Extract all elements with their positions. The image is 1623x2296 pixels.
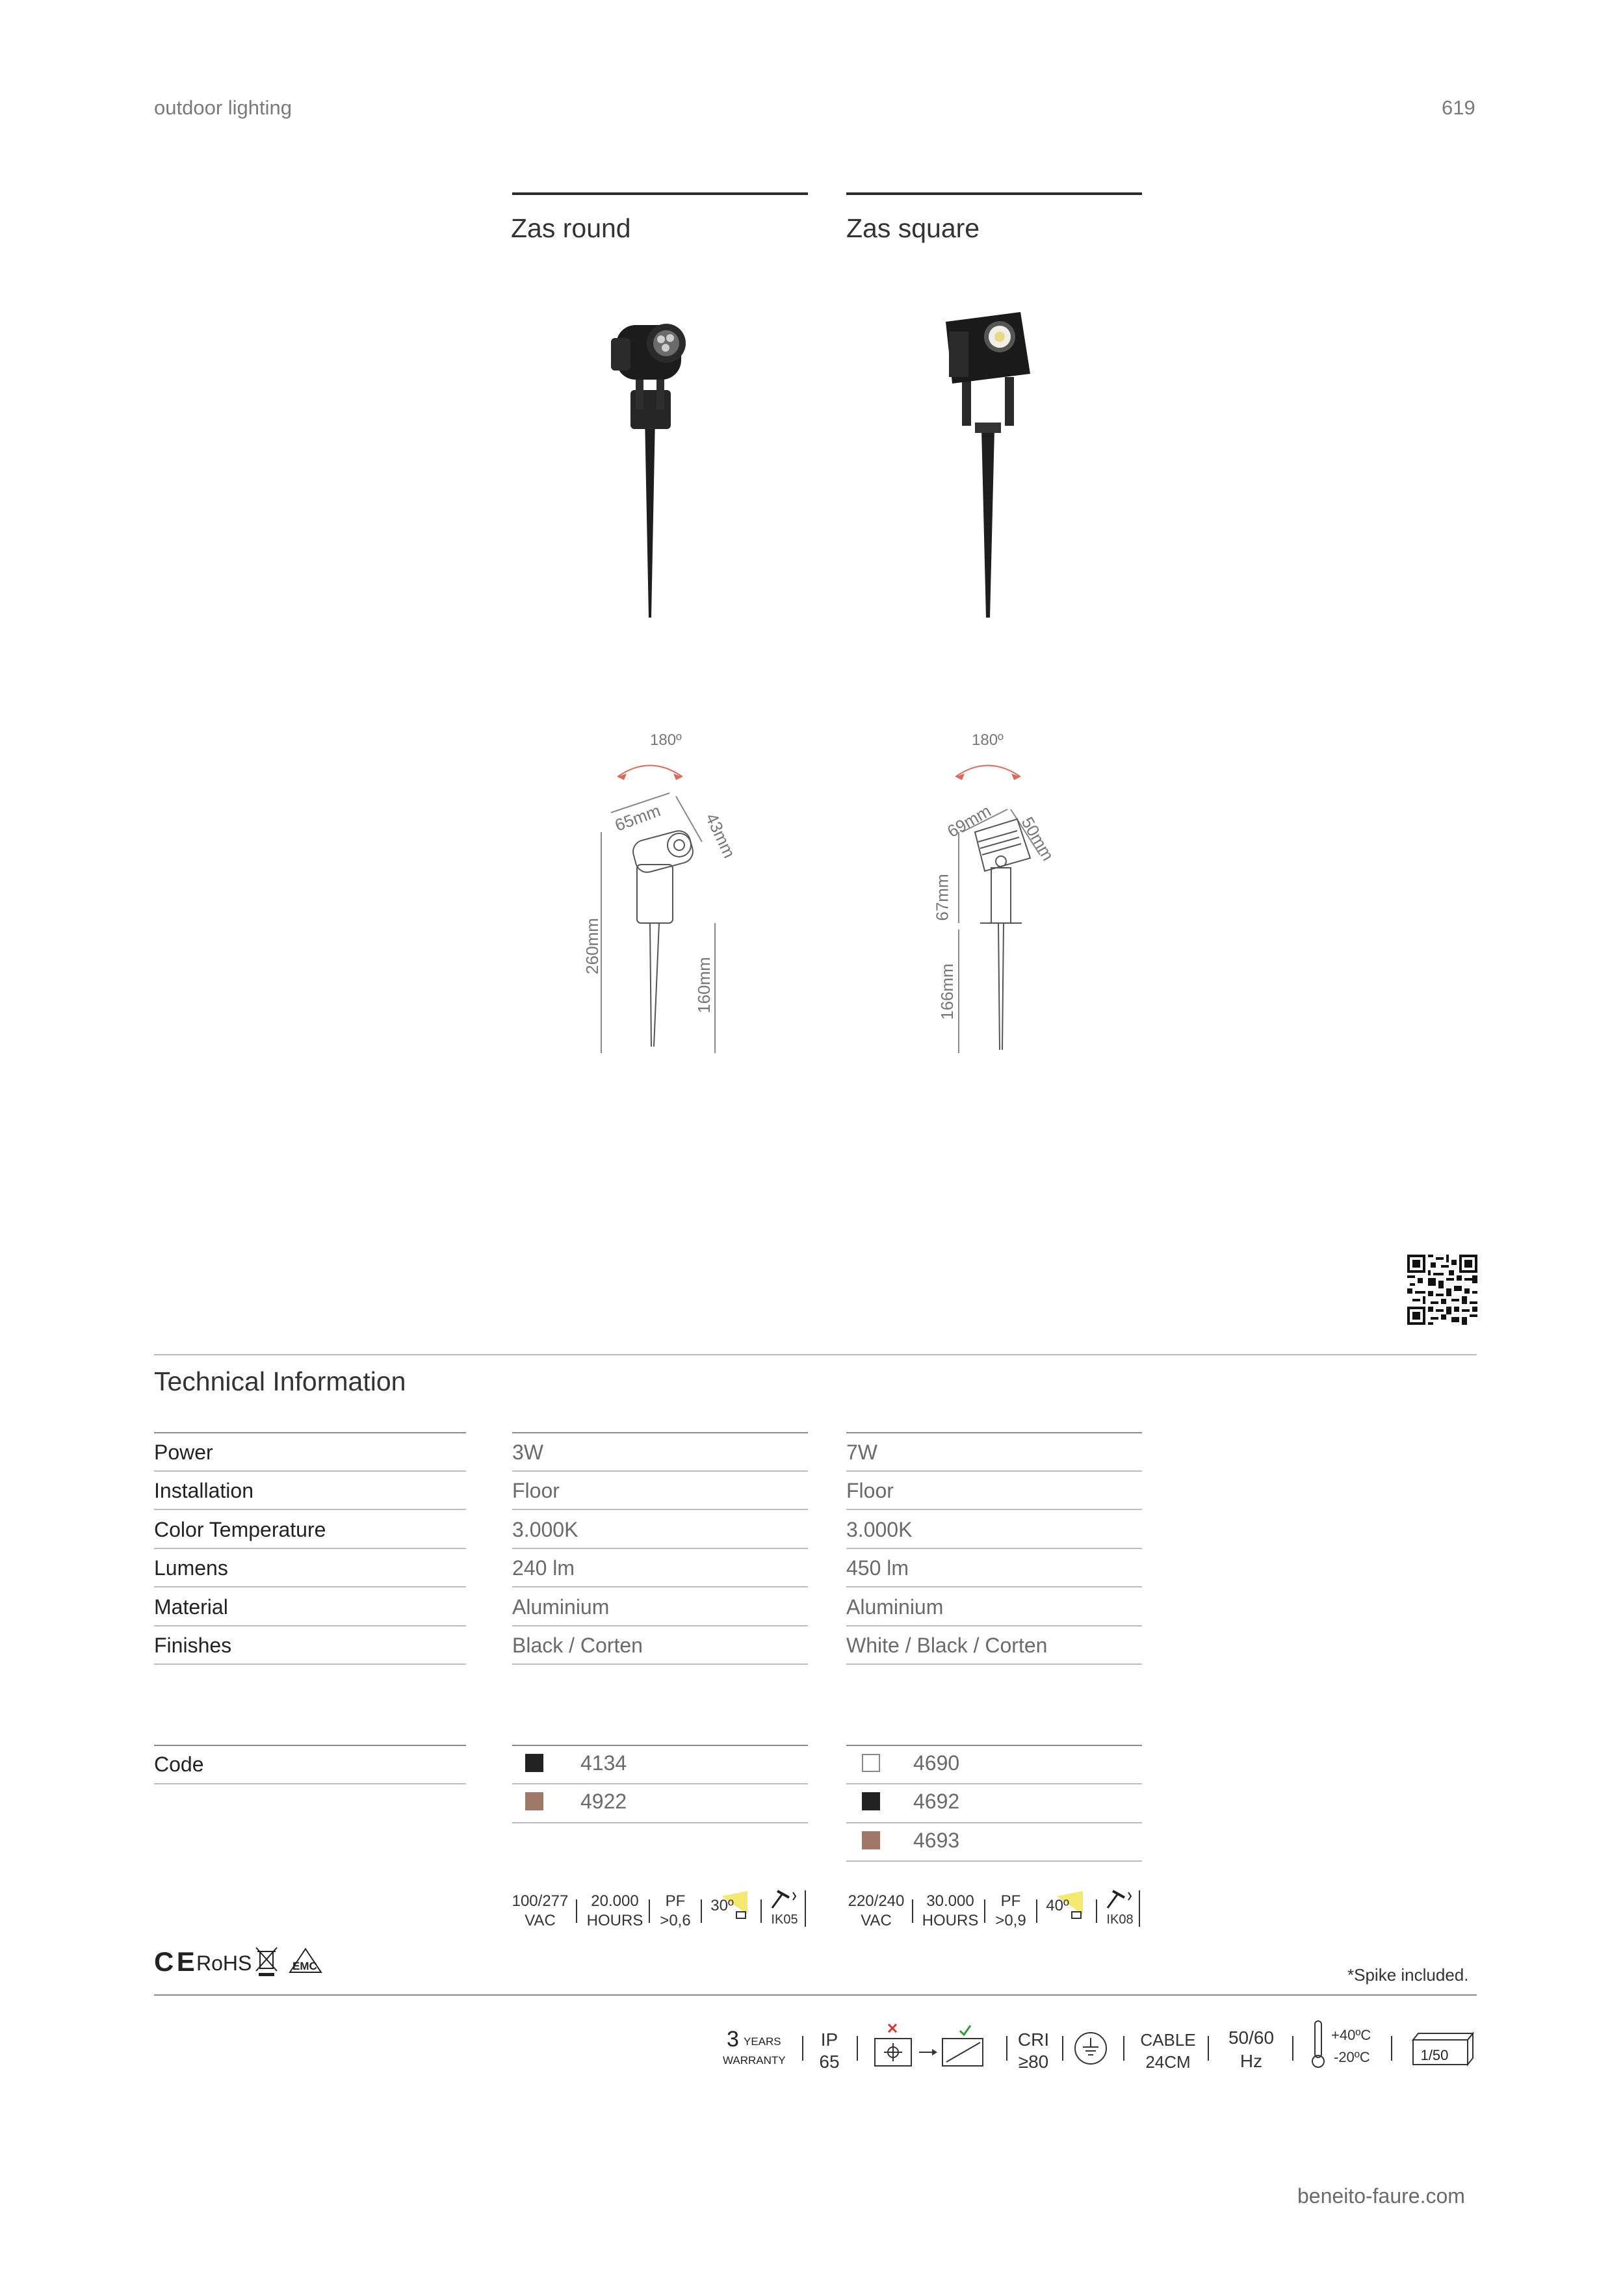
qr-code[interactable] bbox=[1407, 1255, 1477, 1325]
beam-angle-square: 40º bbox=[1046, 1897, 1069, 1914]
spec-separator bbox=[912, 1899, 913, 1923]
value-power-round: 3W bbox=[512, 1441, 543, 1464]
ip-rating: IP 65 bbox=[819, 2029, 840, 2072]
label-material: Material bbox=[154, 1595, 228, 1619]
weee-bin-icon bbox=[253, 1945, 279, 1977]
label-color-temperature: Color Temperature bbox=[154, 1518, 326, 1541]
thermometer-icon bbox=[1308, 2018, 1327, 2070]
finish-swatch-white bbox=[862, 1754, 880, 1772]
zas-round-drawing bbox=[572, 748, 767, 1060]
cri-rating: CRI ≥80 bbox=[1017, 2029, 1050, 2072]
value-lumens-square: 450 lm bbox=[846, 1556, 909, 1580]
spec-separator bbox=[805, 1890, 806, 1927]
spec-separator bbox=[984, 1899, 985, 1923]
spec-separator bbox=[857, 2036, 858, 2061]
beam-angle-round: 30º bbox=[710, 1897, 734, 1914]
zas-round-photo bbox=[585, 299, 715, 637]
row-divider bbox=[512, 1625, 808, 1626]
row-divider bbox=[846, 1783, 1142, 1784]
row-divider bbox=[846, 1432, 1142, 1433]
spec-separator bbox=[802, 2036, 803, 2061]
row-divider bbox=[154, 1625, 466, 1626]
dim-spike-height-round: 160mm bbox=[694, 957, 714, 1013]
impact-hammer-icon bbox=[1102, 1888, 1135, 1912]
spec-separator bbox=[1292, 2036, 1293, 2061]
row-divider bbox=[512, 1663, 808, 1665]
voltage-spec-square: 220/240 VAC bbox=[848, 1892, 905, 1929]
pf-spec-square: PF >0,9 bbox=[995, 1892, 1026, 1929]
spec-separator bbox=[1006, 2036, 1007, 2061]
row-divider bbox=[846, 1625, 1142, 1626]
row-divider bbox=[846, 1822, 1142, 1823]
label-finishes: Finishes bbox=[154, 1634, 232, 1657]
row-divider bbox=[154, 1586, 466, 1587]
pf-spec-round: PF >0,6 bbox=[660, 1892, 691, 1929]
section-title: outdoor lighting bbox=[154, 96, 292, 119]
cable-length: CABLE 24CM bbox=[1140, 2030, 1196, 2072]
spec-separator bbox=[649, 1899, 650, 1923]
dim-head-height-square: 67mm bbox=[932, 874, 952, 921]
hours-spec-round: 20.000 HOURS bbox=[586, 1892, 643, 1929]
row-divider bbox=[154, 1745, 466, 1746]
row-divider bbox=[512, 1822, 808, 1823]
warranty-years: 3 bbox=[727, 2027, 739, 2052]
row-divider bbox=[846, 1548, 1142, 1549]
code-round-corten: 4922 bbox=[580, 1790, 627, 1813]
code-square-black: 4692 bbox=[913, 1790, 960, 1813]
label-installation: Installation bbox=[154, 1479, 253, 1502]
spec-separator bbox=[1096, 1899, 1097, 1923]
spec-separator bbox=[1062, 2036, 1063, 2061]
row-divider bbox=[154, 1470, 466, 1472]
earth-ground-icon bbox=[1072, 2030, 1109, 2067]
product-name-round: Zas round bbox=[511, 213, 631, 243]
finish-swatch-corten bbox=[862, 1831, 880, 1849]
row-divider bbox=[846, 1470, 1142, 1472]
website-link[interactable]: beneito-faure.com bbox=[1297, 2184, 1465, 2208]
value-power-square: 7W bbox=[846, 1441, 877, 1464]
spec-separator bbox=[760, 1899, 762, 1923]
dim-spike-height-square: 166mm bbox=[937, 963, 957, 1020]
row-divider bbox=[512, 1745, 808, 1746]
temp-min: -20ºC bbox=[1334, 2049, 1370, 2065]
page-number: 619 bbox=[1442, 96, 1475, 119]
zas-square-photo bbox=[923, 299, 1053, 637]
spec-separator bbox=[1139, 1890, 1140, 1927]
product-name-square: Zas square bbox=[846, 213, 980, 243]
row-divider bbox=[846, 1860, 1142, 1862]
dim-head-width-square: 69mm bbox=[944, 801, 994, 842]
value-material-round: Aluminium bbox=[512, 1595, 610, 1619]
ik-rating-round: IK05 bbox=[771, 1912, 798, 1927]
row-divider bbox=[154, 1548, 466, 1549]
row-divider bbox=[846, 1509, 1142, 1510]
row-divider bbox=[512, 1586, 808, 1587]
impact-hammer-icon bbox=[767, 1888, 799, 1912]
hours-spec-square: 30.000 HOURS bbox=[922, 1892, 979, 1929]
finish-swatch-corten bbox=[525, 1792, 543, 1810]
row-divider bbox=[512, 1470, 808, 1472]
value-color-temperature-square: 3.000K bbox=[846, 1518, 913, 1541]
value-lumens-round: 240 lm bbox=[512, 1556, 575, 1580]
tech-info-title: Technical Information bbox=[154, 1366, 406, 1396]
finish-swatch-black bbox=[525, 1754, 543, 1772]
dim-head-depth-round: 43mm bbox=[701, 810, 740, 861]
spec-separator bbox=[576, 1899, 577, 1923]
ik-rating-square: IK08 bbox=[1106, 1912, 1134, 1927]
frequency-spec: 50/60 Hz bbox=[1228, 2028, 1275, 2071]
rotation-label-round: 180º bbox=[650, 731, 682, 749]
row-divider bbox=[154, 1783, 466, 1784]
row-divider bbox=[846, 1663, 1142, 1665]
label-power: Power bbox=[154, 1441, 213, 1464]
label-lumens: Lumens bbox=[154, 1556, 228, 1580]
warranty-years-label: YEARS bbox=[744, 2035, 781, 2048]
code-round-black: 4134 bbox=[580, 1751, 627, 1775]
row-divider bbox=[154, 1432, 466, 1433]
temp-max: +40ºC bbox=[1331, 2027, 1371, 2043]
packaging-qty: 1/50 bbox=[1420, 2047, 1449, 2063]
value-color-temperature-round: 3.000K bbox=[512, 1518, 578, 1541]
rotation-label-square: 180º bbox=[972, 731, 1004, 749]
row-divider bbox=[512, 1548, 808, 1549]
row-divider bbox=[154, 1663, 466, 1665]
spec-separator bbox=[1123, 2036, 1124, 2061]
row-divider bbox=[846, 1745, 1142, 1746]
rohs-mark: RoHS bbox=[196, 1951, 252, 1975]
voltage-spec-round: 100/277 VAC bbox=[512, 1892, 569, 1929]
code-square-corten: 4693 bbox=[913, 1829, 960, 1852]
section-divider bbox=[154, 1354, 1477, 1355]
value-installation-square: Floor bbox=[846, 1479, 894, 1502]
spec-separator bbox=[1391, 2036, 1392, 2061]
emc-mark: EMC bbox=[292, 1960, 317, 1972]
row-divider bbox=[512, 1432, 808, 1433]
row-divider bbox=[512, 1783, 808, 1784]
code-square-white: 4690 bbox=[913, 1751, 960, 1775]
value-finishes-square: White / Black / Corten bbox=[846, 1634, 1048, 1657]
glare-replacement-icon bbox=[870, 2022, 1000, 2074]
finish-swatch-black bbox=[862, 1792, 880, 1810]
section-divider bbox=[154, 1994, 1477, 1996]
warranty-label: WARRANTY bbox=[723, 2054, 786, 2067]
dim-head-depth-square: 50mm bbox=[1017, 813, 1058, 865]
row-divider bbox=[512, 1509, 808, 1510]
value-finishes-round: Black / Corten bbox=[512, 1634, 643, 1657]
label-code: Code bbox=[154, 1753, 204, 1776]
product-divider bbox=[512, 192, 808, 195]
spec-separator bbox=[1036, 1899, 1037, 1923]
dim-total-height-round: 260mm bbox=[582, 918, 602, 974]
dim-head-width-round: 65mm bbox=[612, 800, 664, 835]
spec-separator bbox=[701, 1899, 702, 1923]
product-divider bbox=[846, 192, 1142, 195]
ce-mark-icon: C E bbox=[154, 1946, 194, 1977]
value-installation-round: Floor bbox=[512, 1479, 560, 1502]
spike-note: *Spike included. bbox=[1347, 1965, 1469, 1985]
row-divider bbox=[154, 1509, 466, 1510]
row-divider bbox=[846, 1586, 1142, 1587]
value-material-square: Aluminium bbox=[846, 1595, 944, 1619]
spec-separator bbox=[1208, 2036, 1209, 2061]
